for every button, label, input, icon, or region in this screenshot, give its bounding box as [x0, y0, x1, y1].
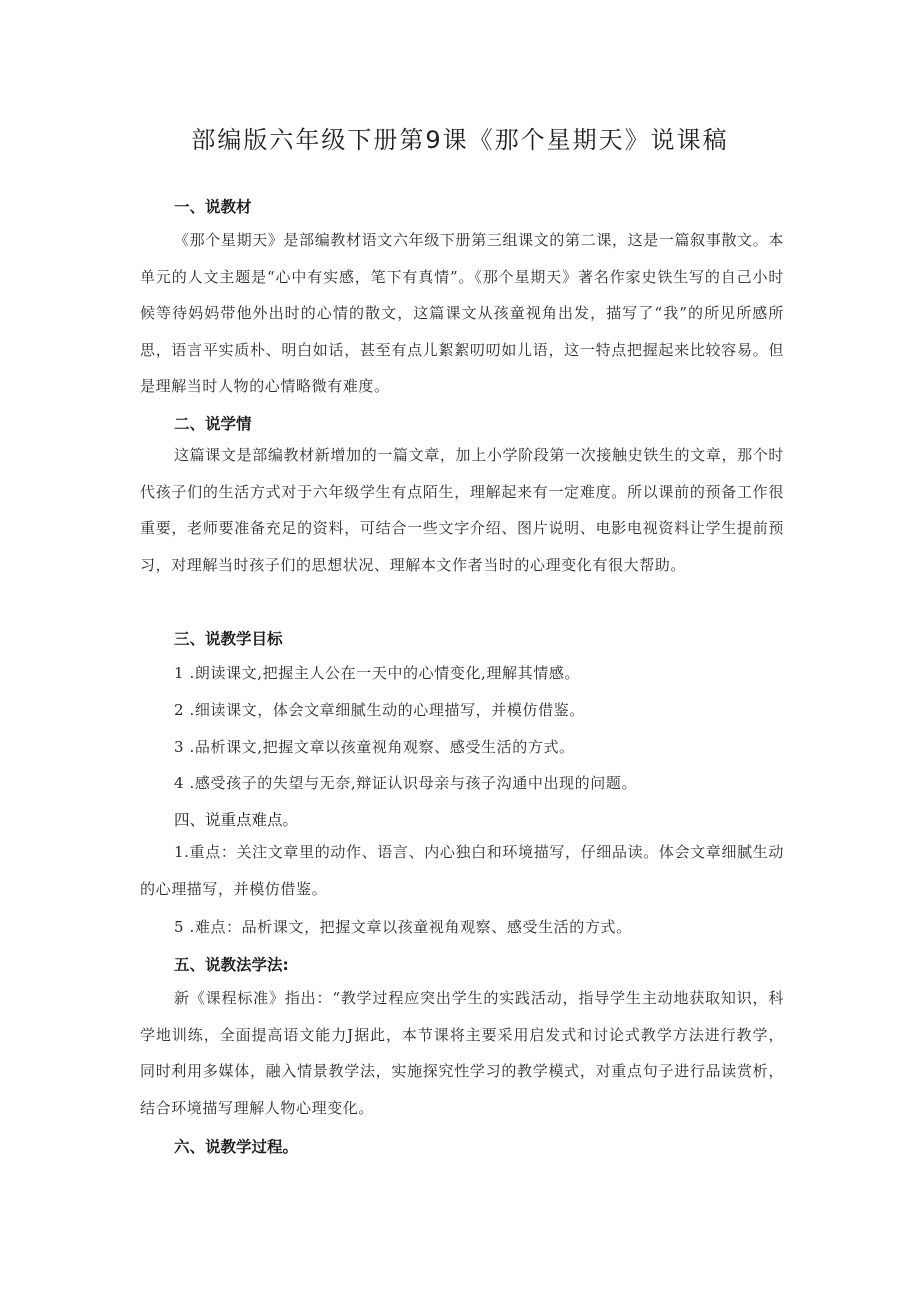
- document-title: 部编版六年级下册第9课《那个星期天》说课稿: [191, 126, 729, 154]
- section-heading-methods: 五、说教法学法:: [174, 956, 289, 974]
- goal-item: 4 .感受孩子的失望与无奈,辩证认识母亲与孩子沟通中出现的问题。: [174, 774, 638, 792]
- section-heading-key-points: 四、说重点难点。: [174, 811, 299, 829]
- section-heading-process: 六、说教学过程。: [174, 1138, 299, 1156]
- goal-item: 1 .朗读课文,把握主人公在一天中的心情变化,理解其情感。: [174, 664, 581, 682]
- paragraph-textbook: 《那个星期天》是部编教材语文六年级下册第三组课文的第二课，这是一篇叙事散文。本单元的人文主题是“心中有实感，笔下有真情”。《那个星期天》著名作家史铁生写的自己小时候等待妈妈带他外出时的心情的散文，这篇课文从孩童视角出发，描写了“我”的所见所感所思，语言平实质朴、明白如话，甚至有点儿絮絮叨叨如儿语，这一特点把握起来比较容易。但是理解当时人物的心情略微有难度。: [140, 231, 784, 396]
- section-heading-goals: 三、说教学目标: [174, 630, 283, 648]
- paragraph-methods: 新《课程标准》指出：“教学过程应突出学生的实践活动，指导学生主动地获取知识，科学地训练，全面提高语文能力J据此，本节课将主要采用启发式和讨论式教学方法进行教学，同时利用多媒体，融入情景教学法，实施探究性学习的教学模式，对重点句子进行品读赏析，结合环境描写理解人物心理变化。: [140, 989, 784, 1117]
- goal-item: 2 .细读课文，体会文章细腻生动的心理描写，并模仿借鉴。: [174, 701, 585, 719]
- paragraph-students: 这篇课文是部编教材新增加的一篇文章，加上小学阶段第一次接触史铁生的文章，那个时代孩子们的生活方式对于六年级学生有点陌生，理解起来有一定难度。所以课前的预备工作很重要，老师要准备充足的资料，可结合一些文字介绍、图片说明、电影电视资料让学生提前预习，对理解当时孩子们的思想状况、理解本文作者当时的心理变化有很大帮助。: [140, 446, 784, 574]
- paragraph-key-point: 1.重点：关注文章里的动作、语言、内心独白和环境描写，仔细品读。体会文章细腻生动的心理描写，并模仿借鉴。: [140, 843, 784, 898]
- section-heading-students: 二、说学情: [174, 415, 252, 433]
- goal-item: 3 .品析课文,把握文章以孩童视角观察、感受生活的方式。: [174, 738, 575, 756]
- section-heading-textbook: 一、说教材: [174, 198, 252, 216]
- difficulty-item: 5 .难点：品析课文，把握文章以孩童视角观察、感受生活的方式。: [174, 918, 632, 936]
